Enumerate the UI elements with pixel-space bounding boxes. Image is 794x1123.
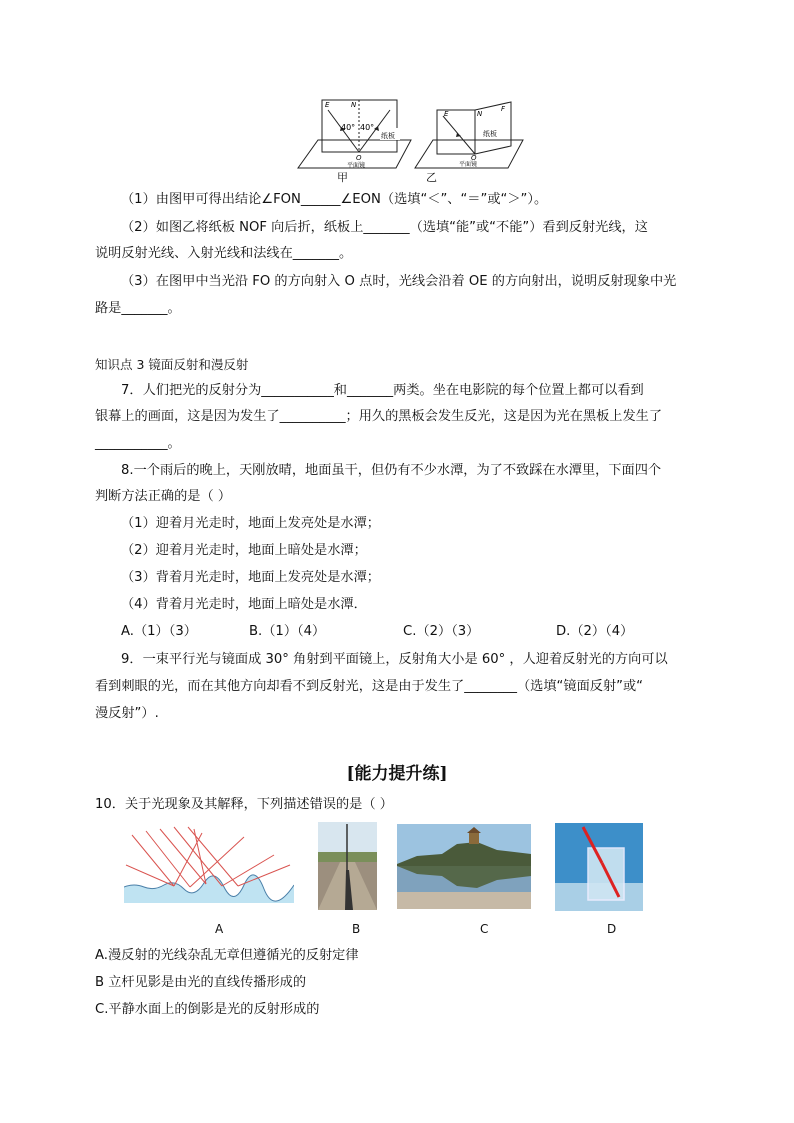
q6-part3-line1: （3）在图甲中当光沿 FO 的方向射入 O 点时，光线会沿着 OE 的方向射出，说明反射现象中光 xyxy=(121,274,677,289)
q7-line3: ___________。 xyxy=(95,436,181,451)
caption-jia: 甲 xyxy=(337,171,348,184)
q7-line2: 银幕上的画面，这是因为发生了__________；用久的黑板会发生反光，这是因为光在黑板上发生了 xyxy=(95,409,663,424)
q8-choice-a: A.（1）（3） xyxy=(121,624,197,639)
image-label-c: C xyxy=(480,922,489,936)
q8-choice-d: D.（2）（4） xyxy=(556,624,634,639)
q8-option2: （2）迎着月光走时，地面上暗处是水潭； xyxy=(121,543,367,558)
q8-line2: 判断方法正确的是（ ） xyxy=(95,489,232,504)
q8-option3: （3）背着月光走时，地面上发亮处是水潭； xyxy=(121,570,380,585)
q10-option-a: A.漫反射的光线杂乱无章但遵循光的反射定律 xyxy=(95,948,359,963)
section-title: 知识点 3 镜面反射和漫反射 xyxy=(95,357,249,372)
image-b-pole-shadow xyxy=(318,822,377,910)
q6-part3-line2: 路是_______。 xyxy=(95,301,181,316)
q8-option4: （4）背着月光走时，地面上暗处是水潭． xyxy=(121,597,367,612)
q6-part2-line2: 说明反射光线、入射光线和法线在_______。 xyxy=(95,246,353,261)
q10-option-c: C.平静水面上的倒影是光的反射形成的 xyxy=(95,1002,320,1017)
jia-mirror-label: 平面镜 xyxy=(347,162,366,169)
q9-line3: 漫反射”）. xyxy=(95,706,159,721)
q10-option-b: B 立杆见影是由光的直线传播形成的 xyxy=(95,975,307,990)
q8-option1: （1）迎着月光走时，地面上发亮处是水潭； xyxy=(121,516,380,531)
jia-angle-right: 40° xyxy=(360,123,375,132)
image-label-d: D xyxy=(607,922,617,936)
jia-O-label: O xyxy=(356,154,362,162)
q9-line1: 9．一束平行光与镜面成 30° 角射到平面镜上，反射角大小是 60° ，人迎着反射光的方向可以 xyxy=(121,652,668,667)
q7-line1: 7．人们把光的反射分为___________和_______两类。坐在电影院的每个位置上都可以看到 xyxy=(121,383,644,398)
section-heading: [能力提升练] xyxy=(346,764,448,784)
image-c-water-reflection xyxy=(397,824,531,909)
figure-yi-diagram xyxy=(413,100,528,172)
jia-N-label: N xyxy=(351,101,357,109)
jia-angle-left: 40° xyxy=(341,123,356,132)
figure-jia-diagram xyxy=(296,96,426,172)
q6-part2-line1: （2）如图乙将纸板 NOF 向后折，纸板上_______（选填“能”或“不能”）看到反射光线，这 xyxy=(121,220,648,235)
q8-choice-c: C.（2）（3） xyxy=(403,624,480,639)
yi-F-label: F xyxy=(501,105,506,113)
yi-E-label: E xyxy=(444,110,449,118)
jia-E-label: E xyxy=(325,101,330,109)
yi-O-label: O xyxy=(471,154,477,162)
image-a-diffuse-reflection xyxy=(124,825,294,903)
q6-part1: （1）由图甲可得出结论∠FON______∠EON（选填“＜”、“＝”或“＞”）。 xyxy=(121,192,548,207)
image-d-refraction xyxy=(555,823,643,911)
caption-yi: 乙 xyxy=(426,171,437,184)
jia-board-label: 纸板 xyxy=(381,132,395,140)
yi-N-label: N xyxy=(477,110,483,118)
q8-choice-b: B.（1）（4） xyxy=(249,624,326,639)
q10-stem: 10．关于光现象及其解释，下列描述错误的是（ ） xyxy=(95,797,393,812)
image-label-a: A xyxy=(215,922,224,936)
q9-line2: 看到刺眼的光，而在其他方向却看不到反射光，这是由于发生了________（选填“镜面反射”或“ xyxy=(95,679,643,694)
yi-board-label: 纸板 xyxy=(483,130,497,138)
q8-line1: 8.一个雨后的晚上，天刚放晴，地面虽干，但仍有不少水潭，为了不致踩在水潭里，下面四个 xyxy=(121,463,662,478)
image-label-b: B xyxy=(352,922,361,936)
yi-mirror-label: 平面镜 xyxy=(459,161,478,168)
